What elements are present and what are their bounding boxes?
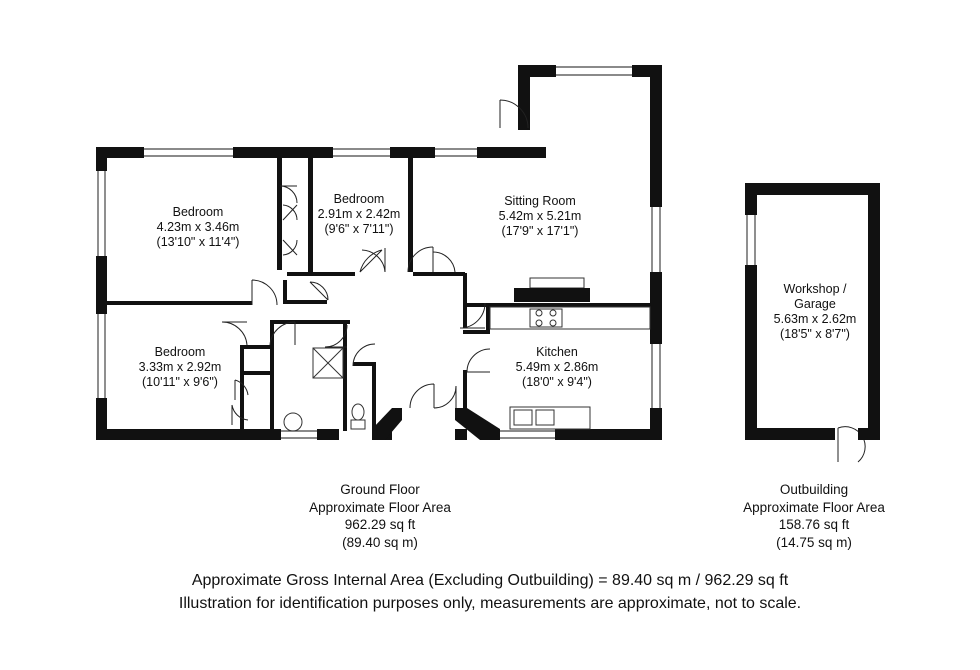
ground-floor-area: [290, 481, 470, 551]
room-name: Kitchen: [536, 345, 578, 359]
room-metric: 5.49m x 2.86m: [515, 360, 599, 374]
disclaimer-note: Illustration for identification purposes only, measurements are approximate, not to scale.: [178, 595, 802, 612]
room-name: Bedroom: [154, 345, 206, 359]
room-name: Bedroom: [172, 205, 224, 219]
room-imperial: (17'9" x 17'1"): [501, 224, 579, 238]
ground-floor-sqm: (89.40 sq m): [342, 534, 418, 550]
fireplace-hearth: [514, 288, 590, 302]
room-bedroom-3: [120, 345, 240, 390]
ground-floor-sqft: 962.29 sq ft: [344, 517, 416, 532]
outbuilding-subtitle: Approximate Floor Area: [743, 499, 885, 515]
room-metric: 5.42m x 5.21m: [498, 209, 582, 223]
room-name: Bedroom: [333, 192, 385, 206]
outbuilding-area: [724, 481, 904, 551]
room-imperial: (13'10" x 11'4"): [156, 235, 240, 249]
room-bedroom-2: [305, 192, 413, 237]
room-imperial: (10'11" x 9'6"): [142, 375, 218, 389]
room-name-line2: Garage: [794, 297, 836, 311]
room-metric: 3.33m x 2.92m: [138, 360, 222, 374]
ground-floor-subtitle: Approximate Floor Area: [309, 499, 451, 515]
room-metric: 4.23m x 3.46m: [156, 220, 240, 234]
room-imperial: (18'5" x 8'7"): [780, 327, 850, 341]
room-imperial: (18'0" x 9'4"): [522, 375, 592, 389]
outbuilding-title: Outbuilding: [779, 482, 849, 497]
outbuilding-window: [747, 215, 755, 265]
room-sitting-room: [480, 194, 600, 239]
room-name: Sitting Room: [504, 194, 576, 208]
room-workshop-garage: [765, 282, 865, 342]
room-metric: 5.63m x 2.62m: [773, 312, 857, 326]
room-bedroom-1: [138, 205, 258, 250]
bay-corner-wall-left: [372, 408, 402, 440]
room-name-line1: Workshop /: [783, 282, 847, 296]
room-metric: 2.91m x 2.42m: [317, 207, 401, 221]
ground-floor-title: Ground Floor: [340, 482, 420, 497]
outbuilding-sqft: 158.76 sq ft: [778, 517, 850, 532]
room-kitchen: [502, 345, 612, 390]
gross-internal-area-note: Approximate Gross Internal Area (Excluding Outbuilding) = 89.40 sq m / 962.29 sq ft: [191, 572, 789, 589]
room-imperial: (9'6" x 7'11"): [324, 222, 394, 236]
outbuilding-sqm: (14.75 sq m): [776, 534, 852, 550]
